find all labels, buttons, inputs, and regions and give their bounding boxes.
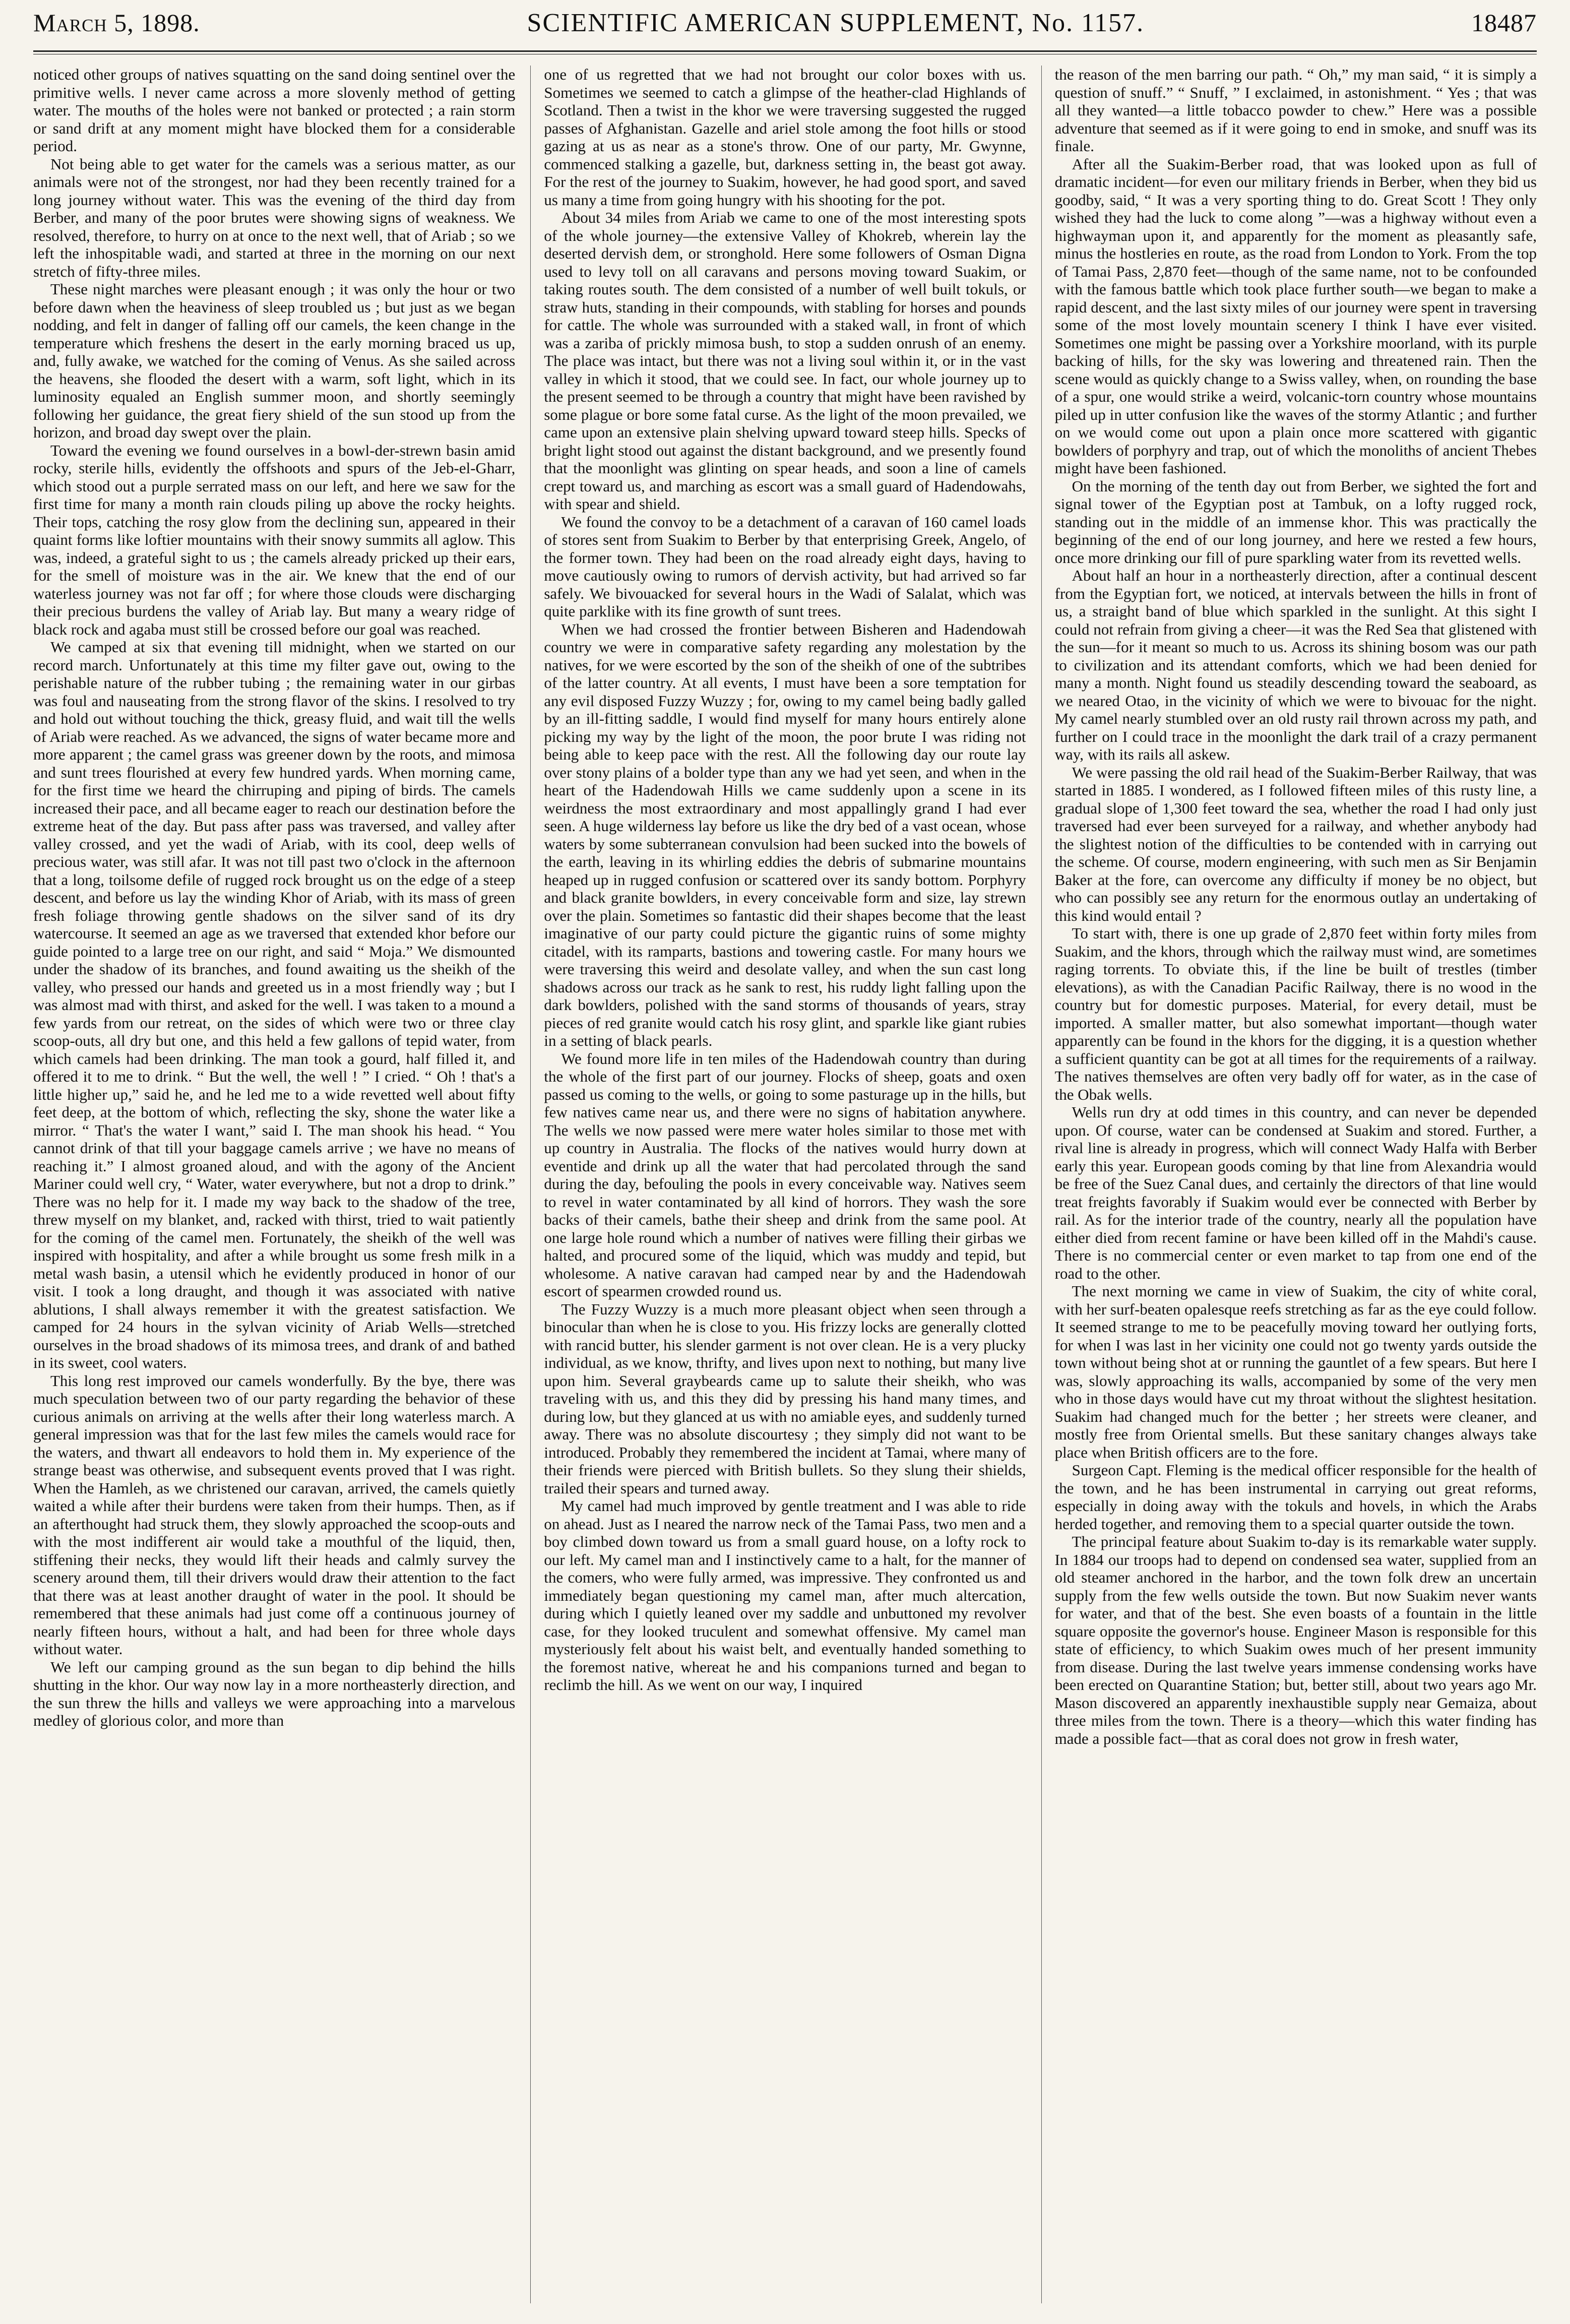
column-2: [530, 66, 1026, 2303]
paragraph: Surgeon Capt. Fleming is the medical officer responsible for the health of the town, and he has been instrumental in carrying out great reforms, especially in doing away with the tokuls and hovels, in which the Arabs herded together, and removing them to a special quarter outside the town.: [1054, 1461, 1537, 1533]
paragraph: We found more life in ten miles of the Hadendowah country than during the whole of the first part of our journey. Flocks of sheep, goats and oxen passed us coming to the wells, or going to some pasturage up in the hills, but few natives came near us, and there were no signs of habitation anywhere. The wells we now passed were mere water holes similar to those met with up country in Australia. The flocks of the natives would hurry down at eventide and drink up all the water that had percolated through the sand during the day, befouling the pools in every conceivable way. Natives seem to revel in water contaminated by all kind of horrors. They wash the sore backs of their camels, bathe their sheep and drink from the same pool. At one large hole round which a number of natives were filling their girbas we halted, and procured some of the liquid, which was muddy and tepid, but wholesome. A native caravan had camped near by and the Hadendowah escort of spearmen crowded round us.: [544, 1049, 1026, 1300]
paragraph: About half an hour in a northeasterly direction, after a continual descent from the Egyptian fort, we noticed, at intervals between the hills in front of us, a straight band of blue which sparkled in the sunlight. At this sight I could not refrain from giving a cheer—it was the Red Sea that glistened with the sun—for it meant so much to us. Across its shining bosom was our path to civilization and its attendant comforts, which we had been denied for many a month. Night found us steadily descending toward the seaboard, as we neared Otao, in the vicinity of which we were to bivouac for the night. My camel nearly stumbled over an old rusty rail thrown across my path, and further on I could trace in the moonlight the dark trail of a crazy permanent way, with its rails all askew.: [1054, 567, 1537, 763]
header-rule: [33, 50, 1537, 52]
paragraph: Wells run dry at odd times in this country, and can never be depended upon. Of course, water can be condensed at Suakim and stored. Further, a rival line is already in progress, which will connect Wady Halfa with Berber early this year. European goods coming by that line from Alexandria would be free of the Suez Canal dues, and certainly the directors of that line would treat freights favorably if Suakim would ever be connected with Berber by rail. As for the interior trade of the country, nearly all the population have either died from recent famine or have been killed off in the Mahdi's cause. There is no commercial center or even market to tap from one end of the road to the other.: [1054, 1103, 1537, 1282]
paragraph: This long rest improved our camels wonderfully. By the bye, there was much speculation between two of our party regarding the behavior of these curious animals on arriving at the wells after their long waterless march. A general impression was that for the last few miles the camels would race for the waters, and thwart all endeavors to hold them in. My experience of the strange beast was otherwise, and subsequent events proved that I was right. When the Hamleh, as we christened our caravan, arrived, the camels quietly waited a while after their burdens were taken from their humps. Then, as if an afterthought had struck them, they slowly approached the scoop-outs and with the most indifferent air would take a mouthful of the liquid, then, stiffening their necks, they would lift their heads and calmly survey the scenery around them, till their drivers would draw their attention to the fact that there was at least another draught of water in the pool. It should be remembered that these animals had just come off a continuous journey of nearly fifteen hours, without a halt, and had been for three whole days without water.: [33, 1371, 516, 1658]
paragraph: When we had crossed the frontier between Bisheren and Hadendowah country we were in comparative safety regarding any molestation by the natives, for we were escorted by the son of the sheikh of one of the subtribes of the latter country. At all events, I must have been a sore temptation for any evil disposed Fuzzy Wuzzy ; for, owing to my camel being badly galled by an ill-fitting saddle, I would find myself for many hours entirely alone picking my way by the light of the moon, the poor brute I was riding not being able to keep pace with the rest. All the following day our route lay over stony plains of a bolder type than any we had yet seen, and when in the heart of the Hadendowah Hills we came suddenly upon a scene in its weirdness the most extraordinary and most appallingly grand I had ever seen. A huge wilderness lay before us like the dry bed of a vast ocean, whose waters by some subterranean convulsion had been sucked into the bowels of the earth, leaving in its whirling eddies the debris of submarine mountains heaped up in rugged confusion or scattered over its sandy bottom. Porphyry and black granite bowlders, in every conceivable form and size, lay strewn over the plain. Sometimes so fantastic did their shapes become that the least imaginative of our party could picture the gigantic ruins of some mighty citadel, with its ramparts, bastions and towering castle. For many hours we were traversing this weird and desolate valley, and when the sun cast long shadows across our track as he sank to rest, his ruddy light falling upon the dark bowlders, polished with the sand storms of thousands of years, stray pieces of red granite would catch his rosy glint, and sparkle like giant rubies in a setting of black pearls.: [544, 620, 1026, 1049]
page-number: 18487: [1471, 9, 1537, 37]
paragraph: On the morning of the tenth day out from Berber, we sighted the fort and signal tower of the Egyptian post at Tambuk, on a lofty rugged rock, standing out in the middle of an immense khor. This was practically the beginning of the end of our long journey, and here we rested a few hours, once more drinking our fill of pure sparkling water from its revetted wells.: [1054, 477, 1537, 567]
paragraph: About 34 miles from Ariab we came to one of the most interesting spots of the whole journey—the extensive Valley of Khokreb, wherein lay the deserted dervish dem, or stronghold. Here some followers of Osman Digna used to levy toll on all caravans and persons moving toward Suakim, or taking routes south. The dem consisted of a number of well built tokuls, or straw huts, standing in their compounds, with stabling for horses and pounds for cattle. The whole was surrounded with a staked wall, in front of which was a zariba of prickly mimosa bush, to stop a sudden onrush of an enemy. The place was intact, but there was not a living soul within it, or in the vast valley in which it stood, that we could see. In fact, our whole journey up to the present seemed to be through a country that might have been ravished by some plague or bore some fatal curse. As the light of the moon prevailed, we came upon an extensive plain shelving upward toward steep hills. Specks of bright light stood out against the distant background, and we presently found that the moonlight was glinting on spear heads, and soon a line of camels crept toward us, and marching as escort was a small guard of Hadendowahs, with spear and shield.: [544, 209, 1026, 513]
column-1: [33, 66, 515, 2303]
paragraph: The principal feature about Suakim to-day is its remarkable water supply. In 1884 our troops had to depend on condensed sea water, supplied from an old steamer anchored in the harbor, and the town folk drew an uncertain supply from the few wells outside the town. But now Suakim never wants for water, and that of the best. She even boasts of a fountain in the little square opposite the governor's house. Engineer Mason is responsible for this state of efficiency, to which Suakim owes much of her present immunity from disease. During the last twelve years immense condensing works have been erected on Quarantine Station; but, better still, about two years ago Mr. Mason discovered an apparently inexhaustible supply near Gemaiza, about three miles from the town. There is a theory—which this water finding has made a possible fact—that as coral does not grow in fresh water,: [1054, 1533, 1537, 1747]
paragraph: We camped at six that evening till midnight, when we started on our record march. Unfortunately at this time my filter gave out, owing to the perishable nature of the rubber tubing ; the remaining water in our girbas was foul and nauseating from the strong flavor of the skins. I resolved to try and hold out without touching the thick, greasy fluid, and wait till the wells of Ariab were reached. As we advanced, the signs of water became more and more apparent ; the camel grass was greener down by the roots, and mimosa and sunt trees flourished at every few hundred yards. When morning came, for the first time we heard the chirruping and piping of birds. The camels increased their pace, and all became eager to reach our destination before the extreme heat of the day. But pass after pass was traversed, and valley after valley crossed, and yet the wadi of Ariab, with its cool, deep wells of precious water, was still afar. It was not till past two o'clock in the afternoon that a long, toilsome defile of rugged rock brought us on the edge of a steep descent, and before us lay the winding Khor of Ariab, with its mass of green fresh foliage throwing gentle shadows on the silver sand of its dry watercourse. It seemed an age as we traversed that extended khor before our guide pointed to a large tree on our right, and said “ Moja.” We dismounted under the shadow of its branches, and found awaiting us the sheikh of the valley, who pressed our hands and greeted us in a most friendly way ; but I was almost mad with thirst, and asked for the well. I was taken to a mound a few yards from our retreat, on the sides of which were two or three clay scoop-outs, all dry but one, and this held a few gallons of tepid water, from which camels had been drinking. The man took a gourd, half filled it, and offered it to me to drink. “ But the well, the well ! ” I cried. “ Oh ! that's a little higher up,” said he, and he led me to a wide revetted well about fifty feet deep, at the bottom of which, reflecting the sky, shone the water like a mirror. “ That's the water I want,” said I. The man shook his head. “ You cannot drink of that till your baggage camels arrive ; we have no means of reaching it.” I almost groaned aloud, and with the agony of the Ancient Mariner could well cry, “ Water, water everywhere, but not a drop to drink.” There was no help for it. I made my way back to the shadow of the tree, threw myself on my blanket, and, racked with thirst, tried to wait patiently for the coming of the camel men. Fortunately, the sheikh of the well was inspired with hospitality, and after a while brought us some fresh milk in a metal wash basin, a utensil which he evidently produced in honor of our visit. I took a long draught, and though it was associated with native ablutions, I shall always remember it with the greatest satisfaction. We camped for 24 hours in the sylvan vicinity of Ariab Wells—stretched ourselves in the broad shadows of its mimosa trees, and drank of and bathed in its sweet, cool waters.: [33, 638, 516, 1371]
column-3: [1041, 66, 1537, 2303]
paragraph: These night marches were pleasant enough ; it was only the hour or two before dawn when the heaviness of sleep troubled us ; but just as we began nodding, and felt in danger of falling off our camels, the keen change in the temperature which freshens the desert in the early morning braced us up, and, fully awake, we watched for the coming of Venus. As she sailed across the heavens, she flooded the desert with a warm, soft light, which in its luminosity equaled an English summer moon, and shortly seemingly following her guidance, the great fiery shield of the sun stood up from the horizon, and broad day swept over the plain.: [33, 280, 516, 441]
paragraph: Not being able to get water for the camels was a serious matter, as our animals were not of the strongest, nor had they been recently trained for a long journey without water. This was the evening of the third day from Berber, and many of the poor brutes were showing signs of weakness. We resolved, therefore, to hurry on at once to the next well, that of Ariab ; so we left the inhospitable wadi, and started at three in the morning on our next stretch of fifty-three miles.: [33, 155, 516, 280]
paragraph: To start with, there is one up grade of 2,870 feet within forty miles from Suakim, and the khors, through which the railway must wind, are sometimes raging torrents. To obviate this, if the line be built of trestles (timber elevations), as with the Canadian Pacific Railway, there is no wood in the country but for domestic purposes. Material, for every detail, must be imported. A smaller matter, but also somewhat important—though water apparently can be found in the khors for the digging, it is a question whether a sufficient quantity can be got at all times for the requirements of a railway. The natives themselves are often very badly off for water, as in the case of the Obak wells.: [1054, 924, 1537, 1103]
publication-title: SCIENTIFIC AMERICAN SUPPLEMENT, No. 1157.: [527, 9, 1145, 37]
paragraph: The next morning we came in view of Suakim, the city of white coral, with her surf-beaten opalesque reefs stretching as far as the eye could follow. It seemed strange to me to be peacefully moving toward her outlying forts, for when I was last in her vicinity one could not go twenty yards outside the town without being shot at or running the gauntlet of a few spears. But here I was, slowly approaching its walls, accompanied by some of the very men who in those days would have cut my throat without the slightest hesitation. Suakim had changed much for the better ; her streets were cleaner, and mostly free from Oriental smells. But these sanitary changes always take place when British officers are to the fore.: [1054, 1282, 1537, 1461]
paragraph: one of us regretted that we had not brought our color boxes with us. Sometimes we seemed to catch a glimpse of the heather-clad Highlands of Scotland. Then a twist in the khor we were traversing suggested the rugged passes of Afghanistan. Gazelle and ariel stole among the foot hills or stood gazing at us as near as a stone's throw. One of our party, Mr. Gwynne, commenced stalking a gazelle, but, darkness setting in, the beast got away. For the rest of the journey to Suakim, however, he had good sport, and saved us many a time from going hungry with his shooting for the pot.: [544, 66, 1026, 209]
paragraph: the reason of the men barring our path. “ Oh,” my man said, “ it is simply a question of snuff.” “ Snuff, ” I exclaimed, in astonishment. “ Yes ; that was all they wanted—a little tobacco powder to chew.” Here was a possible adventure that seemed as if it were going to end in smoke, and snuff was its finale.: [1054, 66, 1537, 155]
paragraph: We left our camping ground as the sun began to dip behind the hills shutting in the khor. Our way now lay in a more northeasterly direction, and the sun threw the hills and valleys we were approaching into a marvelous medley of glorious color, and more than: [33, 1658, 516, 1729]
issue-date: March 5, 1898.: [33, 9, 200, 37]
paragraph: My camel had much improved by gentle treatment and I was able to ride on ahead. Just as I neared the narrow neck of the Tamai Pass, two men and a boy climbed down toward us from a small guard house, on a lofty rock to our left. My camel man and I instinctively came to a halt, for the manner of the comers, who were fully armed, was impressive. They confronted us and immediately began questioning my camel man, after much altercation, during which I quietly leaned over my saddle and unbuttoned my revolver case, for they looked truculent and somewhat offensive. My camel man mysteriously felt about his waist belt, and eventually handed something to the foremost native, whereat he and his companions turned and began to reclimb the hill. As we went on our way, I inquired: [544, 1497, 1026, 1693]
paragraph: After all the Suakim-Berber road, that was looked upon as full of dramatic incident—for even our military friends in Berber, when they bid us goodby, said, “ It was a very sporting thing to do. Great Scott ! They only wished they had the luck to come along ”—was a highway without even a highwayman upon it, and apparently for the moment as pleasantly safe, minus the hostleries en route, as the road from London to York. From the top of Tamai Pass, 2,870 feet—though of the same name, not to be confounded with the famous battle which took place further south—we began to make a rapid descent, and the last sixty miles of our journey were spent in traversing some of the most lovely mountain scenery I think I have ever visited. Sometimes one might be passing over a Yorkshire moorland, with its purple backing of hills, for the sky was lowering and threatened rain. Then the scene would as quickly change to a Swiss valley, when, on rounding the base of a spur, one would strike a weird, volcanic-torn country whose mountains piled up in utter confusion like the waves of the stormy Atlantic ; and further on we would come out upon a plain once more scattered with gigantic bowlders of porphyry and trap, out of which the monoliths of ancient Thebes might have been fashioned.: [1054, 155, 1537, 477]
paragraph: We were passing the old rail head of the Suakim-Berber Railway, that was started in 1885. I wondered, as I followed fifteen miles of this rusty line, a gradual slope of 1,300 feet toward the sea, whether the road I had only just traversed had ever been surveyed for a railway, and whether anybody had the slightest notion of the difficulties to be contended with in carrying out the scheme. Of course, modern engineering, with such men as Sir Benjamin Baker at the fore, can overcome any difficulty if money be no object, but who can possibly see any return for the enormous outlay an undertaking of this kind would entail ?: [1054, 763, 1537, 924]
masthead: [33, 8, 1537, 45]
paragraph: Toward the evening we found ourselves in a bowl-der-strewn basin amid rocky, sterile hills, evidently the offshoots and spurs of the Jeb-el-Gharr, which stood out a purple serrated mass on our left, and here we saw for the first time for many a month rain clouds piling up above the rocky heights. Their tops, catching the rosy glow from the declining sun, appeared in their quaint forms like loftier mountains with their snowy summits all aglow. This was, indeed, a grateful sight to us ; the camels already pricked up their ears, for the smell of moisture was in the air. We knew that the end of our waterless journey was not far off ; for where those clouds were discharging their precious burdens the valley of Ariab lay. But many a weary ridge of black rock and agaba must still be crossed before our goal was reached.: [33, 441, 516, 638]
article-columns: [33, 66, 1537, 2303]
paragraph: noticed other groups of natives squatting on the sand doing sentinel over the primitive wells. I never came across a more slovenly method of getting water. The mouths of the holes were not banked or protected ; a rain storm or sand drift at any moment might have blocked them for a considerable period.: [33, 66, 516, 155]
paragraph: We found the convoy to be a detachment of a caravan of 160 camel loads of stores sent from Suakim to Berber by that enterprising Greek, Angelo, of the former town. They had been on the road already eight days, having to move cautiously owing to rumors of dervish activity, but had arrived so far safely. We bivouacked for several hours in the Wadi of Salalat, which was quite parklike with its fine growth of sunt trees.: [544, 513, 1026, 620]
paragraph: The Fuzzy Wuzzy is a much more pleasant object when seen through a binocular than when he is close to you. His frizzy locks are generally clotted with rancid butter, his slender garment is not over clean. He is a very plucky individual, as we know, thrifty, and lives upon next to nothing, but many live upon him. Several graybeards came up to salute their sheikh, who was traveling with us, and this they did by pressing his hand many times, and during low, but they glanced at us with no amiable eyes, and suddenly turned away. There was no absolute discourtesy ; they simply did not want to be introduced. Probably they remembered the incident at Tamai, where many of their friends were pierced with British bullets. So they slung their shields, trailed their spears and turned away.: [544, 1300, 1026, 1497]
